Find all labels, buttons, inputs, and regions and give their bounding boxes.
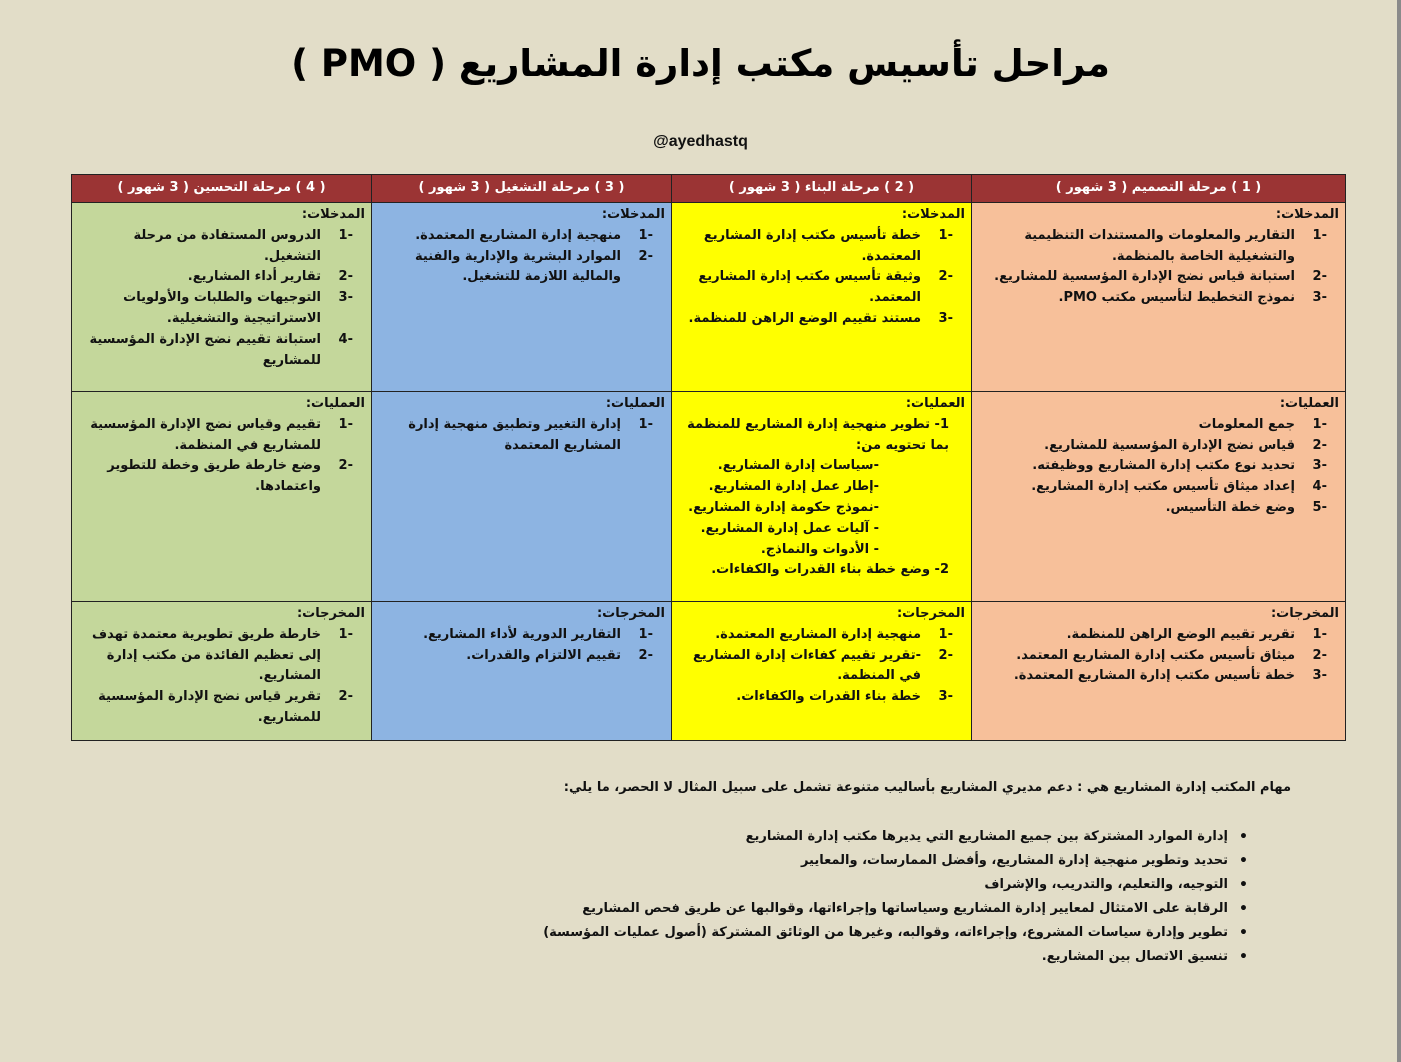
list-item	[100, 873, 1246, 897]
list-item	[978, 456, 1327, 477]
list-item	[978, 436, 1327, 457]
process-line: -نموذج حكومة إدارة المشاريع.	[688, 499, 879, 515]
list-item	[978, 646, 1327, 667]
item-text: إعداد ميثاق تأسيس مكتب إدارة المشاريع.	[1031, 479, 1295, 495]
list-item	[978, 666, 1327, 687]
item-number: 2-	[938, 269, 953, 285]
section-label-inputs: المدخلات:	[1275, 207, 1339, 222]
build-outputs-cell	[672, 602, 972, 741]
item-text: منهجية إدارة المشاريع المعتمدة.	[715, 626, 921, 642]
item-number: 2-	[338, 458, 353, 474]
item-number: 2-	[638, 248, 653, 264]
item-number: 1-	[938, 227, 953, 243]
phase-header-build: ( 2 ) مرحلة البناء ( 3 شهور )	[672, 175, 972, 203]
duties-intro: مهام المكتب إدارة المشاريع هي : دعم مديري المشاريع بأساليب متنوعة تشمل على سبيل المثال لا الحصر، ما يلي:	[563, 780, 1291, 795]
section-label-outputs: المخرجات:	[596, 606, 665, 621]
item-text: وثيقة تأسيس مكتب إدارة المشاريع المعتمد.	[698, 269, 921, 306]
list-item	[100, 825, 1246, 849]
bullet-icon: •	[1239, 853, 1248, 869]
section-label-outputs: المخرجات:	[1270, 606, 1339, 621]
item-text: وضع خطة التأسيس.	[1165, 499, 1295, 515]
section-label-outputs: المخرجات:	[296, 606, 365, 621]
item-text: الدروس المستفادة من مرحلة التشغيل.	[133, 227, 321, 264]
item-text: الموارد البشرية والإدارية والفنية والمالية اللازمة للتشغيل.	[415, 248, 621, 285]
improve-outputs-list	[78, 625, 365, 729]
item-number: 3-	[938, 310, 953, 326]
list-item	[100, 849, 1246, 873]
list-item	[978, 477, 1327, 498]
pmo-duties-section	[100, 780, 1291, 969]
design-processes-cell	[972, 392, 1346, 602]
improve-inputs-cell	[72, 203, 372, 392]
item-text: تقييم الالتزام والقدرات.	[466, 647, 621, 663]
phase-header-operate: ( 3 ) مرحلة التشغيل ( 3 شهور )	[372, 175, 672, 203]
item-text: التقارير والمعلومات والمستندات التنظيمية والتشغيلية الخاصة بالمنظمة.	[1024, 227, 1295, 264]
item-number: 2-	[1312, 269, 1327, 285]
list-item	[678, 625, 953, 646]
list-item	[378, 247, 653, 289]
section-label-inputs: المدخلات:	[301, 207, 365, 222]
list-item	[678, 687, 953, 708]
process-line: 2- وضع خطة بناء القدرات والكفاءات.	[711, 562, 949, 578]
operate-inputs-list	[378, 226, 665, 288]
item-text: مستند تقييم الوضع الراهن للمنظمة.	[688, 310, 921, 326]
phase-header-design: ( 1 ) مرحلة التصميم ( 3 شهور )	[972, 175, 1346, 203]
page-title: مراحل تأسيس مكتب إدارة المشاريع ( PMO )	[291, 42, 1110, 85]
design-processes-list	[978, 415, 1339, 519]
list-item	[678, 309, 953, 330]
item-text: ميثاق تأسيس مكتب إدارة المشاريع المعتمد.	[1016, 647, 1295, 663]
item-text: قياس نضج الإدارة المؤسسية للمشاريع.	[1044, 437, 1295, 453]
process-line: - آليات عمل إدارة المشاريع.	[700, 520, 879, 536]
duty-text: تنسيق الاتصال بين المشاريع.	[1041, 949, 1228, 964]
design-outputs-list	[978, 625, 1339, 687]
item-number: 1-	[638, 227, 653, 243]
design-outputs-cell	[972, 602, 1346, 741]
duty-text: الرقابة على الامتثال لمعايير إدارة المشاريع وسياساتها وإجراءاتها، وقوالبها عن طريق فحص المشاريع	[582, 901, 1228, 916]
item-number: 4-	[1312, 479, 1327, 495]
section-label-inputs: المدخلات:	[901, 207, 965, 222]
item-number: 1-	[1312, 416, 1327, 432]
build-processes-lines	[678, 415, 965, 581]
section-label-processes: العمليات:	[305, 396, 365, 411]
item-text: خطة تأسيس مكتب إدارة المشاريع المعتمدة.	[703, 227, 921, 264]
improve-processes-cell	[72, 392, 372, 602]
list-item	[678, 226, 953, 268]
item-number: 2-	[938, 647, 953, 663]
list-item	[78, 687, 353, 729]
item-number: 2-	[638, 647, 653, 663]
item-number: 3-	[1312, 668, 1327, 684]
item-number: 2-	[1312, 647, 1327, 663]
section-label-outputs: المخرجات:	[896, 606, 965, 621]
build-processes-cell	[672, 392, 972, 602]
item-number: 1-	[638, 626, 653, 642]
bullet-icon: •	[1239, 925, 1248, 941]
item-number: 2-	[1312, 437, 1327, 453]
list-item	[378, 415, 653, 457]
item-text: تقييم وقياس نضج الإدارة المؤسسية للمشاريع في المنظمة.	[90, 416, 321, 453]
build-outputs-list	[678, 625, 965, 708]
section-label-processes: العمليات:	[605, 396, 665, 411]
item-number: 1-	[338, 416, 353, 432]
item-number: 3-	[1312, 290, 1327, 306]
list-item	[978, 226, 1327, 268]
list-item	[978, 498, 1327, 519]
section-label-inputs: المدخلات:	[601, 207, 665, 222]
operate-outputs-list	[378, 625, 665, 667]
item-text: خطة تأسيس مكتب إدارة المشاريع المعتمدة.	[1013, 668, 1295, 684]
process-line: -إطار عمل إدارة المشاريع.	[708, 479, 879, 495]
item-text: استبانة قياس نضج الإدارة المؤسسية للمشاريع.	[994, 269, 1295, 285]
item-text: استبانة تقييم نضج الإدارة المؤسسية للمشاريع	[89, 331, 321, 368]
bullet-icon: •	[1239, 949, 1248, 965]
build-inputs-cell	[672, 203, 972, 392]
list-item	[100, 897, 1246, 921]
bullet-icon: •	[1239, 877, 1248, 893]
process-line: 1- تطوير منهجية إدارة المشاريع للمنظمة بما تحتويه من:	[687, 416, 949, 453]
bullet-icon: •	[1239, 829, 1248, 845]
duty-text: إدارة الموارد المشتركة بين جميع المشاريع التي يديرها مكتب إدارة المشاريع	[745, 829, 1228, 844]
author-handle: @ayedhastq	[653, 133, 748, 150]
duty-text: تطوير وإدارة سياسات المشروع، وإجراءاته، وقوالبه، وغيرها من الوثائق المشتركة (أصول عمليات المؤسسة)	[543, 925, 1228, 940]
item-text: نموذج التخطيط لتأسيس مكتب PMO.	[1058, 290, 1295, 306]
item-number: 1-	[938, 626, 953, 642]
item-text: منهجية إدارة المشاريع المعتمدة.	[415, 227, 621, 243]
item-number: 4-	[338, 331, 353, 347]
item-text: -تقرير تقييم كفاءات إدارة المشاريع في المنظمة.	[693, 647, 921, 684]
duty-text: تحديد وتطوير منهجية إدارة المشاريع، وأفضل الممارسات، والمعايير	[800, 853, 1228, 868]
section-label-processes: العمليات:	[905, 396, 965, 411]
improve-processes-list	[78, 415, 365, 498]
item-text: إدارة التغيير وتطبيق منهجية إدارة المشاريع المعتمدة	[408, 416, 621, 453]
item-text: خارطة طريق تطويرية معتمدة تهدف إلى تعظيم الفائدة من مكتب إدارة المشاريع.	[92, 626, 321, 684]
list-item	[78, 415, 353, 457]
item-number: 2-	[338, 269, 353, 285]
improve-inputs-list	[78, 226, 365, 372]
item-number: 3-	[938, 689, 953, 705]
item-text: جمع المعلومات	[1198, 416, 1295, 432]
item-number: 3-	[1312, 458, 1327, 474]
build-inputs-list	[678, 226, 965, 330]
list-item	[378, 226, 653, 247]
process-line: - الأدوات والنماذج.	[760, 541, 879, 557]
item-number: 5-	[1312, 499, 1327, 515]
item-text: تقارير أداء المشاريع.	[187, 269, 321, 285]
list-item	[100, 945, 1246, 969]
list-item	[378, 625, 653, 646]
list-item	[978, 415, 1327, 436]
item-number: 1-	[638, 416, 653, 432]
item-text: تقرير تقييم الوضع الراهن للمنظمة.	[1066, 626, 1295, 642]
item-text: وضع خارطة طريق وخطة للتطوير واعتمادها.	[107, 458, 321, 495]
improve-outputs-cell	[72, 602, 372, 741]
duties-list	[100, 825, 1291, 969]
process-line: -سياسات إدارة المشاريع.	[717, 458, 879, 474]
item-text: تقرير قياس نضج الإدارة المؤسسية للمشاريع.	[98, 689, 321, 725]
item-number: 1-	[1312, 227, 1327, 243]
list-item	[78, 625, 353, 687]
section-label-processes: العمليات:	[1279, 396, 1339, 411]
phases-table	[71, 174, 1346, 741]
list-item	[78, 330, 353, 372]
list-item	[78, 288, 353, 330]
operate-processes-cell	[372, 392, 672, 602]
design-inputs-list	[978, 226, 1339, 309]
list-item	[678, 646, 953, 688]
list-item	[378, 646, 653, 667]
list-item	[78, 267, 353, 288]
list-item	[978, 625, 1327, 646]
operate-inputs-cell	[372, 203, 672, 392]
list-item	[78, 456, 353, 498]
bullet-icon: •	[1239, 901, 1248, 917]
duty-text: التوجيه، والتعليم، والتدريب، والإشراف	[984, 877, 1228, 892]
operate-outputs-cell	[372, 602, 672, 741]
item-number: 1-	[338, 227, 353, 243]
item-number: 3-	[338, 290, 353, 306]
item-number: 1-	[1312, 626, 1327, 642]
item-text: خطة بناء القدرات والكفاءات.	[736, 689, 921, 705]
item-number: 2-	[338, 689, 353, 705]
list-item	[100, 921, 1246, 945]
list-item	[78, 226, 353, 268]
list-item	[678, 267, 953, 309]
item-text: التوجيهات والطلبات والأولويات الاستراتيجية والتشغيلية.	[123, 290, 321, 326]
list-item	[978, 267, 1327, 288]
item-text: التقارير الدورية لأداء المشاريع.	[423, 626, 621, 642]
item-number: 1-	[338, 626, 353, 642]
list-item	[978, 288, 1327, 309]
right-edge-strip	[1397, 0, 1401, 1062]
phase-header-improve: ( 4 ) مرحلة التحسين ( 3 شهور )	[72, 175, 372, 203]
item-text: تحديد نوع مكتب إدارة المشاريع ووظيفته.	[1032, 458, 1295, 474]
design-inputs-cell	[972, 203, 1346, 392]
operate-processes-list	[378, 415, 665, 457]
